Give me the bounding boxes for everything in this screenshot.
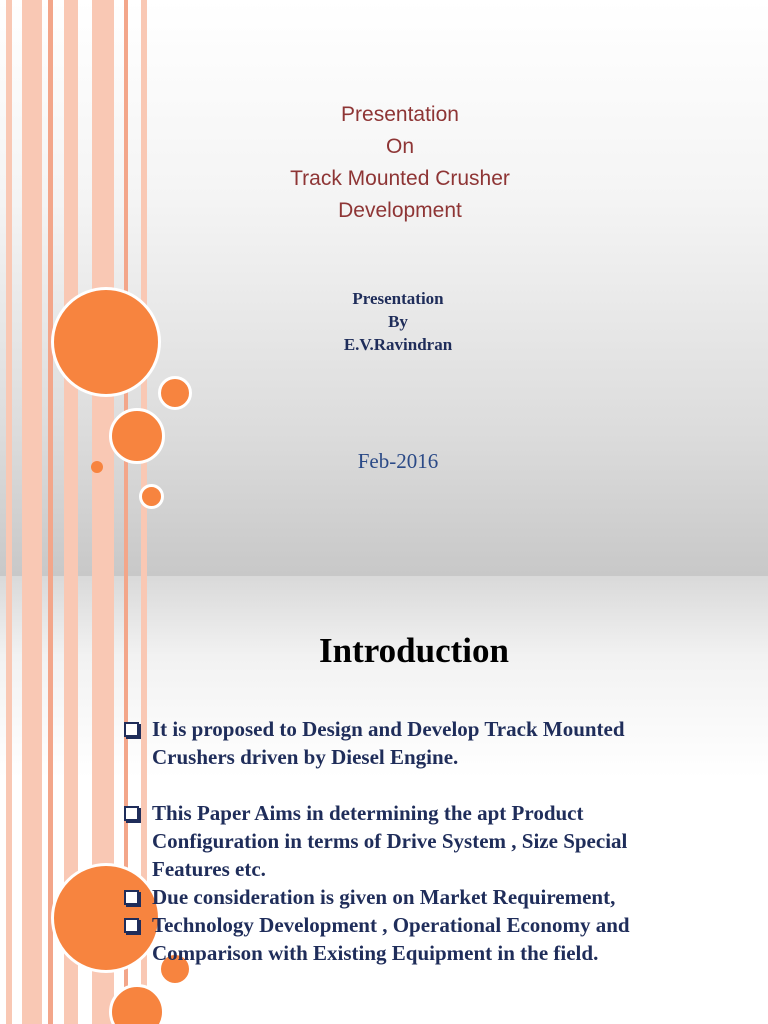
byline-line: Presentation — [352, 289, 444, 308]
decorative-circle — [139, 484, 164, 509]
presentation-title-line: Presentation — [341, 103, 459, 126]
byline-line: By — [388, 312, 408, 331]
checkbox-bullet-icon — [124, 806, 139, 821]
decorative-circle — [51, 287, 161, 397]
decorative-circle — [158, 376, 192, 410]
list-item: Due consideration is given on Market Requirement, — [124, 883, 664, 911]
introduction-slide — [0, 576, 768, 1024]
decorative-circle — [109, 408, 165, 464]
decorative-circle — [91, 461, 103, 473]
presentation-title-line: Track Mounted Crusher — [290, 167, 510, 190]
list-item: This Paper Aims in determining the apt Product Configuration in terms of Drive System , Size Special Features etc. — [124, 799, 664, 883]
list-item: It is proposed to Design and Develop Track Mounted Crushers driven by Diesel Engine. — [124, 715, 664, 771]
slide-heading: Introduction — [319, 631, 509, 670]
list-item: Technology Development , Operational Economy and Comparison with Existing Equipment in the field. — [124, 911, 664, 967]
presentation-title-line: Development — [338, 199, 462, 222]
author-name: E.V.Ravindran — [343, 335, 453, 354]
presentation-date: Feb-2016 — [357, 449, 439, 473]
presentation-title-line: On — [385, 135, 414, 158]
checkbox-bullet-icon — [124, 918, 139, 933]
checkbox-bullet-icon — [124, 890, 139, 905]
checkbox-bullet-icon — [124, 722, 139, 737]
bullet-list — [124, 715, 664, 967]
decorative-stripes — [0, 0, 150, 576]
